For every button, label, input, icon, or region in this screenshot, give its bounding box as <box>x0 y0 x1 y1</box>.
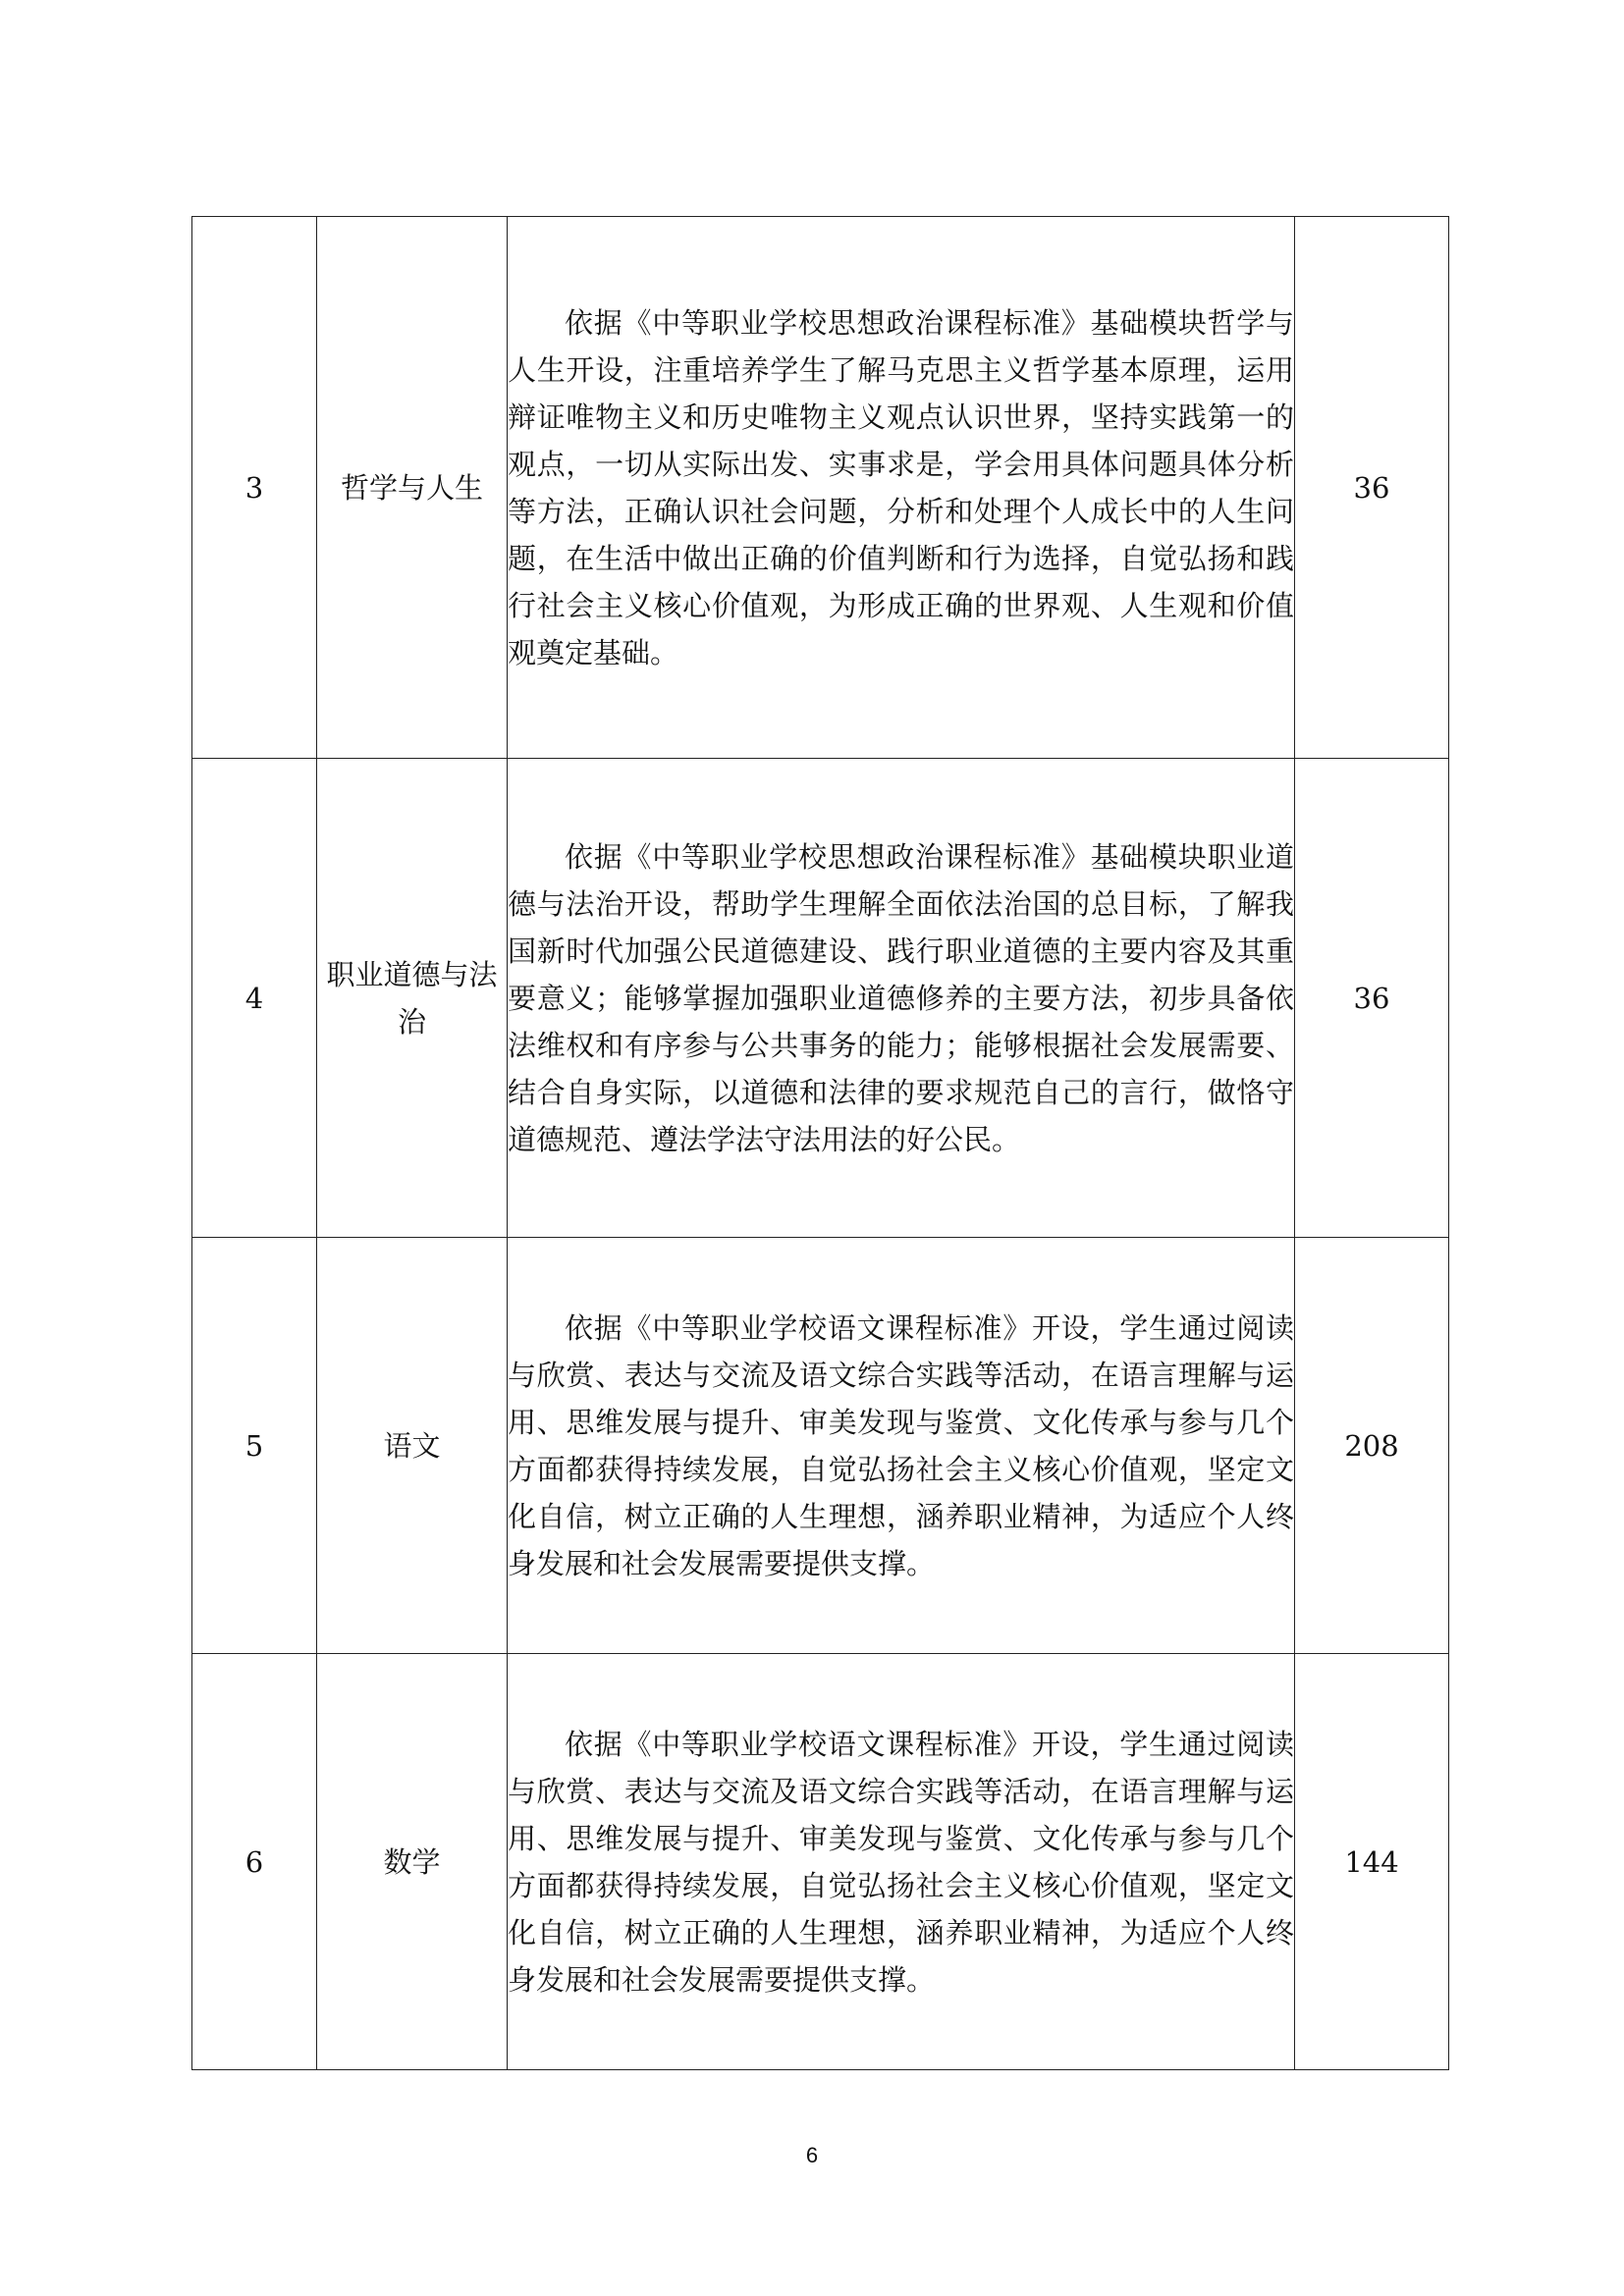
course-name: 语文 <box>317 1238 508 1654</box>
course-description-cell <box>508 759 1295 1238</box>
course-number: 3 <box>192 217 317 759</box>
course-name: 数学 <box>317 1654 508 2070</box>
course-name: 职业道德与法治 <box>317 759 508 1238</box>
course-hours: 144 <box>1295 1654 1449 2070</box>
course-description-cell <box>508 1654 1295 2070</box>
course-number: 6 <box>192 1654 317 2070</box>
course-number: 4 <box>192 759 317 1238</box>
course-description-cell <box>508 217 1295 759</box>
table-row <box>192 1238 1449 1654</box>
course-table <box>191 216 1449 2070</box>
table-row <box>192 217 1449 759</box>
course-description: 依据《中等职业学校语文课程标准》开设，学生通过阅读与欣赏、表达与交流及语文综合实践等活动，在语言理解与运用、思维发展与提升、审美发现与鉴赏、文化传承与参与几个方面都获得持续发展，自觉弘扬社会主义核心价值观，坚定文化自信，树立正确的人生理想，涵养职业精神，为适应个人终身发展和社会发展需要提供支撑。 <box>508 1310 1294 1580</box>
course-hours: 36 <box>1295 759 1449 1238</box>
table-row <box>192 1654 1449 2070</box>
course-description: 依据《中等职业学校语文课程标准》开设，学生通过阅读与欣赏、表达与交流及语文综合实践等活动，在语言理解与运用、思维发展与提升、审美发现与鉴赏、文化传承与参与几个方面都获得持续发展，自觉弘扬社会主义核心价值观，坚定文化自信，树立正确的人生理想，涵养职业精神，为适应个人终身发展和社会发展需要提供支撑。 <box>508 1727 1294 1997</box>
page-number: 6 <box>805 2143 819 2167</box>
course-description: 依据《中等职业学校思想政治课程标准》基础模块哲学与人生开设，注重培养学生了解马克思主义哲学基本原理，运用辩证唯物主义和历史唯物主义观点认识世界，坚持实践第一的观点，一切从实际出发、实事求是，学会用具体问题具体分析等方法，正确认识社会问题，分析和处理个人成长中的人生问题，在生活中做出正确的价值判断和行为选择，自觉弘扬和践行社会主义核心价值观，为形成正确的世界观、人生观和价值观奠定基础。 <box>508 305 1294 669</box>
course-description-cell <box>508 1238 1295 1654</box>
course-name: 哲学与人生 <box>317 217 508 759</box>
table-row <box>192 759 1449 1238</box>
course-hours: 36 <box>1295 217 1449 759</box>
course-number: 5 <box>192 1238 317 1654</box>
course-description: 依据《中等职业学校思想政治课程标准》基础模块职业道德与法治开设，帮助学生理解全面依法治国的总目标，了解我国新时代加强公民道德建设、践行职业道德的主要内容及其重要意义；能够掌握加强职业道德修养的主要方法，初步具备依法维权和有序参与公共事务的能力；能够根据社会发展需要、结合自身实际，以道德和法律的要求规范自己的言行，做恪守道德规范、遵法学法守法用法的好公民。 <box>508 839 1294 1156</box>
course-hours: 208 <box>1295 1238 1449 1654</box>
